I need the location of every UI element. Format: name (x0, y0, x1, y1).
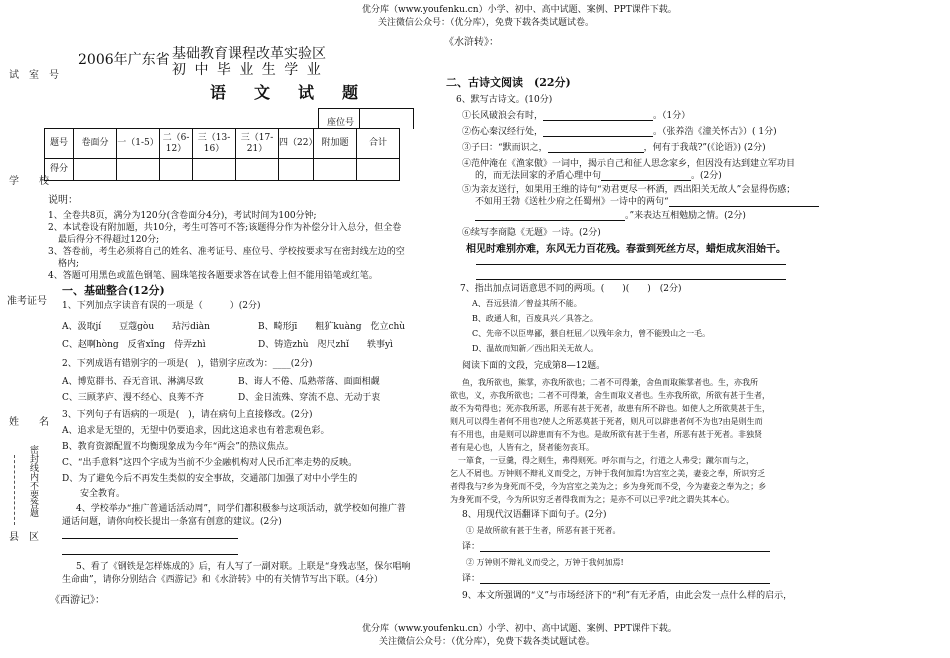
q1-option-a: A、汲取jí 豆蔻gòu 玷污diàn (62, 322, 210, 332)
q6-blank[interactable] (543, 120, 653, 121)
instruction-line: 3、答卷前，考生必须将自己的姓名、准考证号、座位号、学校按要求写在密封线左边的空 (48, 247, 405, 257)
section-1-title: 一、基础整合(12分) (62, 284, 165, 297)
q7-stem: 7、指出加点词语意思不同的两项。( )( ) (2分) (460, 284, 682, 294)
seal-line-note: 密封线内不要答题 (28, 445, 38, 517)
q6-item-3: ③子曰：“默而识之， ，何有于我哉?”(《论语》) (2分) (462, 143, 766, 153)
score-header: 合计 (357, 129, 400, 159)
q6-blank[interactable] (601, 180, 691, 181)
q6-item-1: ①长风破浪会有时， 。（1分） (462, 111, 691, 121)
title-line-1: 基础教育课程改革实验区 (172, 46, 326, 62)
q6-blank[interactable] (669, 206, 819, 207)
score-header: 附加题 (314, 129, 357, 159)
exam-number-label: 准考证号 (7, 296, 47, 307)
q6-item-5: ⑤为亲友送行，如果用王维的诗句“劝君更尽一杯酒，西出阳关无故人”会显得伤感； (462, 185, 796, 195)
q8-answer-blank[interactable] (480, 551, 770, 552)
passage-line: 者得我与?乡为身死而不受，今为宫室之美为之；乡为身死而不受，今为妻妾之奉为之；乡 (450, 482, 767, 491)
q2-option-d: D、金日流殊、穿流不息、无动于衷 (238, 393, 381, 403)
passage-line: 则凡可以得生者何不用也?使人之所恶莫甚于死者，则凡可以辟患者何不为也?由是则生而 (450, 417, 763, 426)
q3-option-d-cont: 安全教育。 (80, 489, 126, 499)
q7-option-a: A、吾远县清／曾益其所不能。 (472, 299, 582, 308)
instruction-line: 4、答题可用黑色或蓝色钢笔、圆珠笔按各题要求答在试卷上但不能用铅笔或红笔。 (48, 271, 378, 281)
q8-stem: 8、用现代汉语翻译下面句子。(2分) (462, 510, 607, 520)
q2-option-a: A、博览群书、吞无音讯、淋漓尽致 (62, 377, 204, 387)
score-header: 二（6-12） (160, 129, 193, 159)
reading-intro: 阅读下面的文段，完成第8—12题。 (462, 361, 606, 371)
instruction-line: 2、本试卷设有附加题，共10分，考生可答可不答;该题得分作为补偿分计入总分，但全卷 (48, 223, 402, 233)
q9-stem: 9、本文所强调的“义”与市场经济下的“利”有无矛盾，由此会发一点什么样的启示， (462, 591, 793, 601)
score-header: 题号 (45, 129, 74, 159)
passage-line: 鱼，我所欲也，熊掌，亦我所欲也；二者不可得兼，舍鱼而取熊掌者也。生，亦我所 (462, 378, 758, 387)
q3-option-b: B、教育资源配置不均衡现象成为今年“两会”的热议焦点。 (62, 442, 294, 452)
header-line-2: 关注微信公众号：（优分库），免费下载各类试题试卷。 (378, 18, 595, 28)
score-header: 卷面分 (74, 129, 117, 159)
q6-item-5-end: 。”来表达互相勉励之情。(2分) (475, 212, 746, 221)
q2-option-c: C、三顾茅庐、漫不经心、良莠不齐 (62, 393, 204, 403)
q1-option-b: B、畸形jī 粗犷kuàng 仡立chù (258, 322, 406, 332)
county-label: 县 区 (9, 532, 39, 543)
q6-blank[interactable] (543, 136, 653, 137)
score-cell[interactable] (357, 159, 400, 181)
q6-item-4: ④范仲淹在《渔家傲》一词中，揭示自己和征人思念家乡，但因没有达到建立军功目 (462, 159, 796, 169)
q7-option-d: D、温故而知新／西出阳关无故人。 (472, 344, 599, 353)
q1-stem: 1、下列加点字读音有误的一项是（ ）(2分) (62, 301, 261, 311)
instruction-line: 格内; (58, 259, 80, 269)
q1-option-c: C、赵啊hòng 反省xǐng 侍弄zhì (62, 340, 206, 350)
instruction-line: 最后得分不得超过120分; (58, 235, 160, 245)
footer-line-2: 关注微信公众号：（优分库），免费下载各类试题试卷。 (379, 637, 596, 647)
q6-item-5-cont: 不如用王勃《送杜少府之任蜀州》一诗中的两句“ (475, 198, 819, 207)
q6-item-2: ②伤心秦汉经行处， 。（张养浩《潼关怀古》）( 1分) (462, 127, 777, 137)
passage-line: 故不为苟得也；死亦我所恶，所恶有甚于死者，故患有所不辟也。如使人之所欲莫甚于生， (450, 404, 770, 413)
instructions-heading: 说明： (48, 195, 78, 206)
score-cell[interactable] (117, 159, 160, 181)
passage-line: 一箪食，一豆羹，得之则生，弗得则死。呼尔而与之，行道之人弗受；蹴尔而与之， (450, 456, 754, 465)
q3-option-d: D、为了避免今后不再发生类似的安全事故，交通部门加强了对中小学生的 (62, 474, 358, 484)
instruction-line: 1、全卷共8页，满分为120分(含卷面分4分)，考试时间为100分钟; (48, 211, 317, 221)
score-header: 四（22） (279, 129, 314, 159)
q2-option-b: B、诲人不倦、瓜熟蒂落、面面相觑 (238, 377, 380, 387)
school-label: 学 校 (9, 176, 49, 187)
q5-xiyouji-label: 《西游记》： (50, 595, 105, 606)
q2-stem: 2、下列成语有错别字的一项是( )，错别字应改为：____(2分) (62, 359, 313, 369)
q8-sentence-1: ① 是故所欲有甚于生者，所恶有甚于死者。 (466, 526, 621, 535)
header-line-1: 优分库（www.youfenku.cn）小学、初中、高中试题、案例、PPT课件下载。 (362, 5, 677, 15)
q8-translation-1: 译： (462, 543, 770, 552)
score-cell[interactable] (160, 159, 193, 181)
q7-option-c: C、先帝不以臣卑鄙，猥自枉屈／以残年余力，曾不能毁山之一毛。 (472, 329, 711, 338)
score-header: 三（13-16） (193, 129, 236, 159)
score-cell[interactable] (74, 159, 117, 181)
score-cell[interactable] (314, 159, 357, 181)
score-cell[interactable] (279, 159, 314, 181)
exam-year: 2006年广东省 (78, 52, 170, 68)
title-line-2: 初 中 毕 业 生 学 业 (172, 62, 323, 78)
score-cell[interactable] (236, 159, 279, 181)
q6-item-6: ⑥续写李商隐《无题》一诗。(2分) (462, 228, 601, 238)
q6-answer-line[interactable] (476, 264, 786, 265)
q4-line-2: 通话问题，请你向校长提出一条富有创意的建议。(2分) (62, 517, 282, 527)
passage-line: 为身死而不受，今为所识穷乏者得我而为之；是亦不可以已乎?此之谓失其本心。 (450, 495, 735, 504)
q8-answer-blank[interactable] (480, 583, 770, 584)
q1-option-d: D、铸造zhù 咫尺zhǐ 轶事yì (258, 340, 393, 350)
q6-blank[interactable] (548, 152, 644, 153)
q8-sentence-2: ② 万钟则不辩礼义而受之，万钟于我何加焉! (466, 558, 624, 567)
q5-line-2: 生命曲”，请你分别结合《西游记》和《水浒转》中的有关情节写出下联。（4分） (62, 575, 383, 585)
score-header: 一（1-5） (117, 129, 160, 159)
page-title: 语 文 试 题 (210, 83, 365, 102)
seat-number-box (318, 108, 414, 129)
section-2-title: 二、古诗文阅读 (22分) (446, 76, 571, 89)
q5-shuihu-label: 《水浒转》： (444, 37, 499, 48)
seat-number-label: 座位号 (327, 118, 355, 128)
q4-line-1: 4、学校举办“推广普通话活动周”，同学们都积极参与这项活动，就学校如何推广普 (76, 504, 406, 514)
q6-answer-line[interactable] (476, 279, 786, 280)
q6-stem: 6、默写古诗文。(10分) (456, 95, 553, 105)
passage-line: 者有是心也，人皆有之，贤者能勿丧耳。 (450, 443, 594, 452)
q4-answer-line[interactable] (62, 554, 238, 555)
seal-line (14, 455, 15, 525)
score-row-label: 得分 (45, 159, 74, 181)
wuti-poem: 相见时难别亦难，东风无力百花残。春蚕到死丝方尽，蜡炬成灰泪始干。 (466, 244, 786, 255)
q3-stem: 3、下列句子有语病的一项是( )，请在病句上直接修改。(2分) (62, 410, 313, 420)
q6-blank[interactable] (475, 220, 625, 221)
score-cell[interactable] (193, 159, 236, 181)
q3-option-a: A、追求是无望的，无望中仍要追求，因此这追求也有着悲观色彩。 (62, 426, 330, 436)
score-header: 三（17-21） (236, 129, 279, 159)
passage-line: 欲也，义，亦我所欲也；二者不可得兼，舍生而取义者也。生亦我所欲，所欲有甚于生者， (450, 391, 770, 400)
passage-line: 乞人不屑也。万钟则不辩礼义而受之，万钟于我何加焉!为宫室之美，妻妾之奉，所识穷乏 (450, 469, 766, 478)
q3-option-c: C、“出手意料”这四个字成为当前不少金融机构对人民币汇率走势的反映。 (62, 458, 358, 468)
name-label: 姓 名 (9, 417, 49, 428)
q5-line-1: 5、看了《钢铁是怎样炼成的》后，有人写了一副对联。上联是“身残志坚，保尔唱响 (76, 562, 411, 572)
q4-answer-line[interactable] (62, 538, 238, 539)
q6-item-4-cont: 的，而无法回家的矛盾心理中句 。(2分) (475, 171, 722, 181)
q8-translation-2: 译： (462, 575, 770, 584)
passage-line: 有不用也，由是则可以辟患而有不为也。是故所欲有甚于生者，所恶有甚于死者。非独贤 (450, 430, 762, 439)
room-number-label: 试 室 号 (9, 70, 59, 81)
score-table (44, 128, 400, 181)
q7-option-b: B、政通人和，百废具兴／具答之。 (472, 314, 598, 323)
footer-line-1: 优分库（www.youfenku.cn）小学、初中、高中试题、案例、PPT课件下载。 (362, 624, 677, 634)
